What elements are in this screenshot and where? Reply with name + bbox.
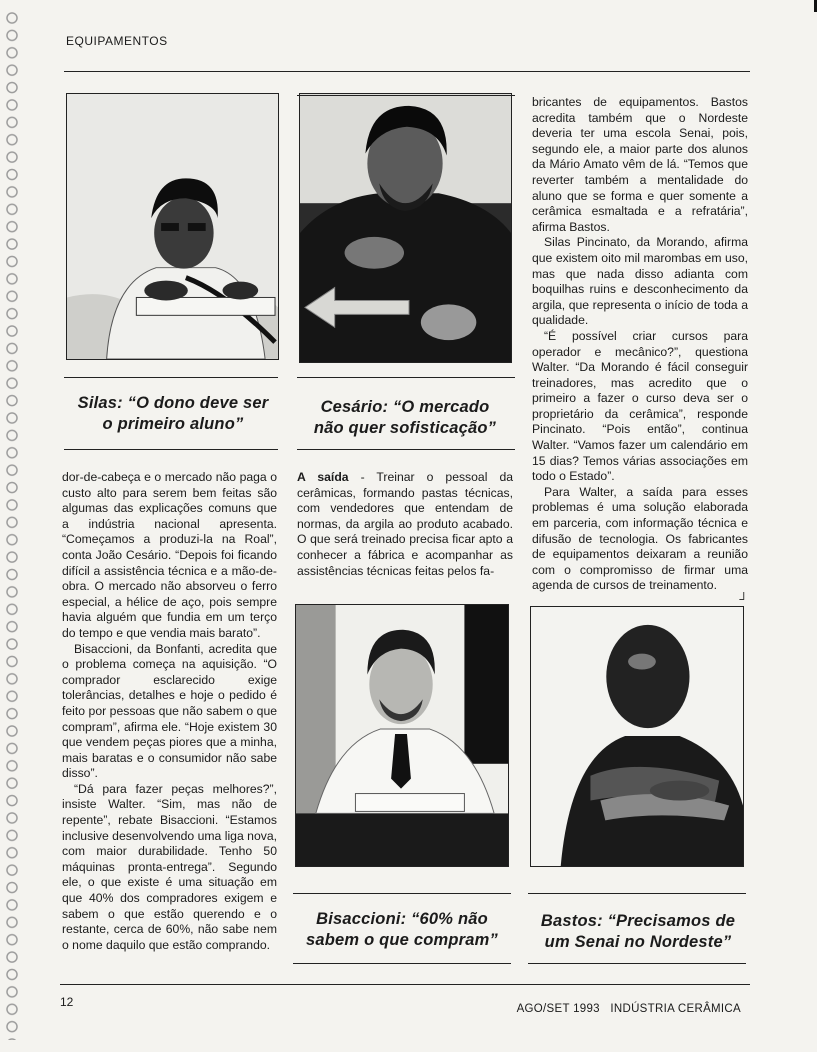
caption-rule-bottom-bottom-middle bbox=[293, 963, 511, 964]
caption-rule-bottom-bottom-right bbox=[528, 963, 746, 964]
caption-rule-top-left bbox=[64, 377, 278, 378]
caption-silas: Silas: “O dono deve ser o primeiro aluno” bbox=[77, 394, 269, 433]
caption-cesario: Cesário: “O mercado não quer sofisticação” bbox=[313, 398, 497, 437]
end-mark: ┘ bbox=[739, 592, 748, 606]
caption-bisaccioni: Bisaccioni: “60% não sabem o que compram” bbox=[306, 910, 498, 949]
header-rule bbox=[64, 71, 750, 72]
caption-rule-bottom-top-right bbox=[528, 893, 746, 894]
article-column-left: dor-de-cabeça e o mercado não paga o custo alto para serem bem feitas são algumas das explicações comuns que a indústria nacional apresenta. “Começamos a produzi-la na Roal”, conta João Cesário. “Depois foi ficando difícil a assistência técnica e a mão-de-obra. O mercado não absorveu o ferro especial, a hélice de aço, pois sempre havia alguém que fundia em um terço do tempo e que vendia mais barato”. Bisaccioni, da Bonfanti, acredita que o problema começa na aquisição. “O comprador esclarecido exige tolerâncias, detalhes e hoje o pedido é feito por pessoas que não sabem o que compram”, afirma ele. “Hoje existem 30 que vendem peças piores que a minha, mais baratas e o consumidor não sabe disso”. “Dá para fazer peças melhores?”, insiste Walter. “Sim, mas não de repente”, rebate Bisaccioni. “Estamos inclusive desenvolvendo uma liga nova, com maior durabilidade. Tenho 50 máquinas pronta-entrega”. Segundo ele, o que existe é uma situação em que 40% dos compradores exigem e sabem o que estão querendo e o restante, cerca de 60%, não sabe nem o nome daquilo que estão comprando. bbox=[62, 470, 277, 952]
photo-cesario bbox=[299, 93, 512, 363]
photo-bastos bbox=[530, 606, 744, 867]
photo-bisaccioni bbox=[295, 604, 509, 867]
caption-rule-bottom-left bbox=[64, 449, 278, 450]
article-column-right: bricantes de equipamentos. Bastos acredita também que o Nordeste deveria ter uma escola Senai, pois, segundo ele, a maior parte dos alunos da Mário Amato vêm de lá. “Temos que reverter também a mentalidade do aluno que se forma e quer somente a cerâmica esmaltada e a refratária”, afirma Bastos. Silas Pincinato, da Morando, afirma que existem oito mil marombas em uso, mas que nada disso adianta com boquilhas ruins e desconhecimento da argila, que representa o início de toda a qualidade. “É possível criar cursos para operador e mecânico?”, questiona Walter. “Da Morando é fácil conseguir treinadores, mas acredito que o primeiro a fazer o curso deva ser o proprietário da cerâmica”, responde Pincinato. “Pois então”, continua Walter. “Vamos fazer um calendário em 15 dias? Temos várias associações em todo o Estado”. Para Walter, a saída para esses problemas é uma solução elaborada em parceria, com informação técnica e difusão de tecnologia. Os fabricantes de equipamentos deixaram a reunião com o compromisso de firmar uma agenda de cursos de treinamento. ┘ bbox=[532, 95, 748, 606]
binding-holes bbox=[4, 10, 24, 1040]
caption-rule-top-middle bbox=[297, 377, 515, 378]
caption-bastos: Bastos: “Precisamos de um Senai no Nordeste” bbox=[540, 912, 736, 951]
footer-issue: AGO/SET 1993 INDÚSTRIA CERÂMICA bbox=[516, 1003, 741, 1015]
article-column-middle: A saída - Treinar o pessoal da cerâmicas, formando pastas técnicas, com vendedores que entendam de normas, da argila ao produto acabado. O que será treinado precisa ficar apto a conhecer a fábrica e acompanhar as assistências técnicas feitas pelos fa- bbox=[297, 470, 513, 578]
section-lead: A saída bbox=[297, 470, 349, 484]
top-rule-middle bbox=[297, 95, 515, 96]
photo-silas bbox=[66, 93, 279, 360]
footer-rule bbox=[60, 984, 750, 985]
caption-rule-bottom-middle bbox=[297, 449, 515, 450]
section-label: EQUIPAMENTOS bbox=[66, 34, 168, 48]
caption-rule-bottom-top-middle bbox=[293, 893, 511, 894]
page-number: 12 bbox=[60, 995, 74, 1009]
